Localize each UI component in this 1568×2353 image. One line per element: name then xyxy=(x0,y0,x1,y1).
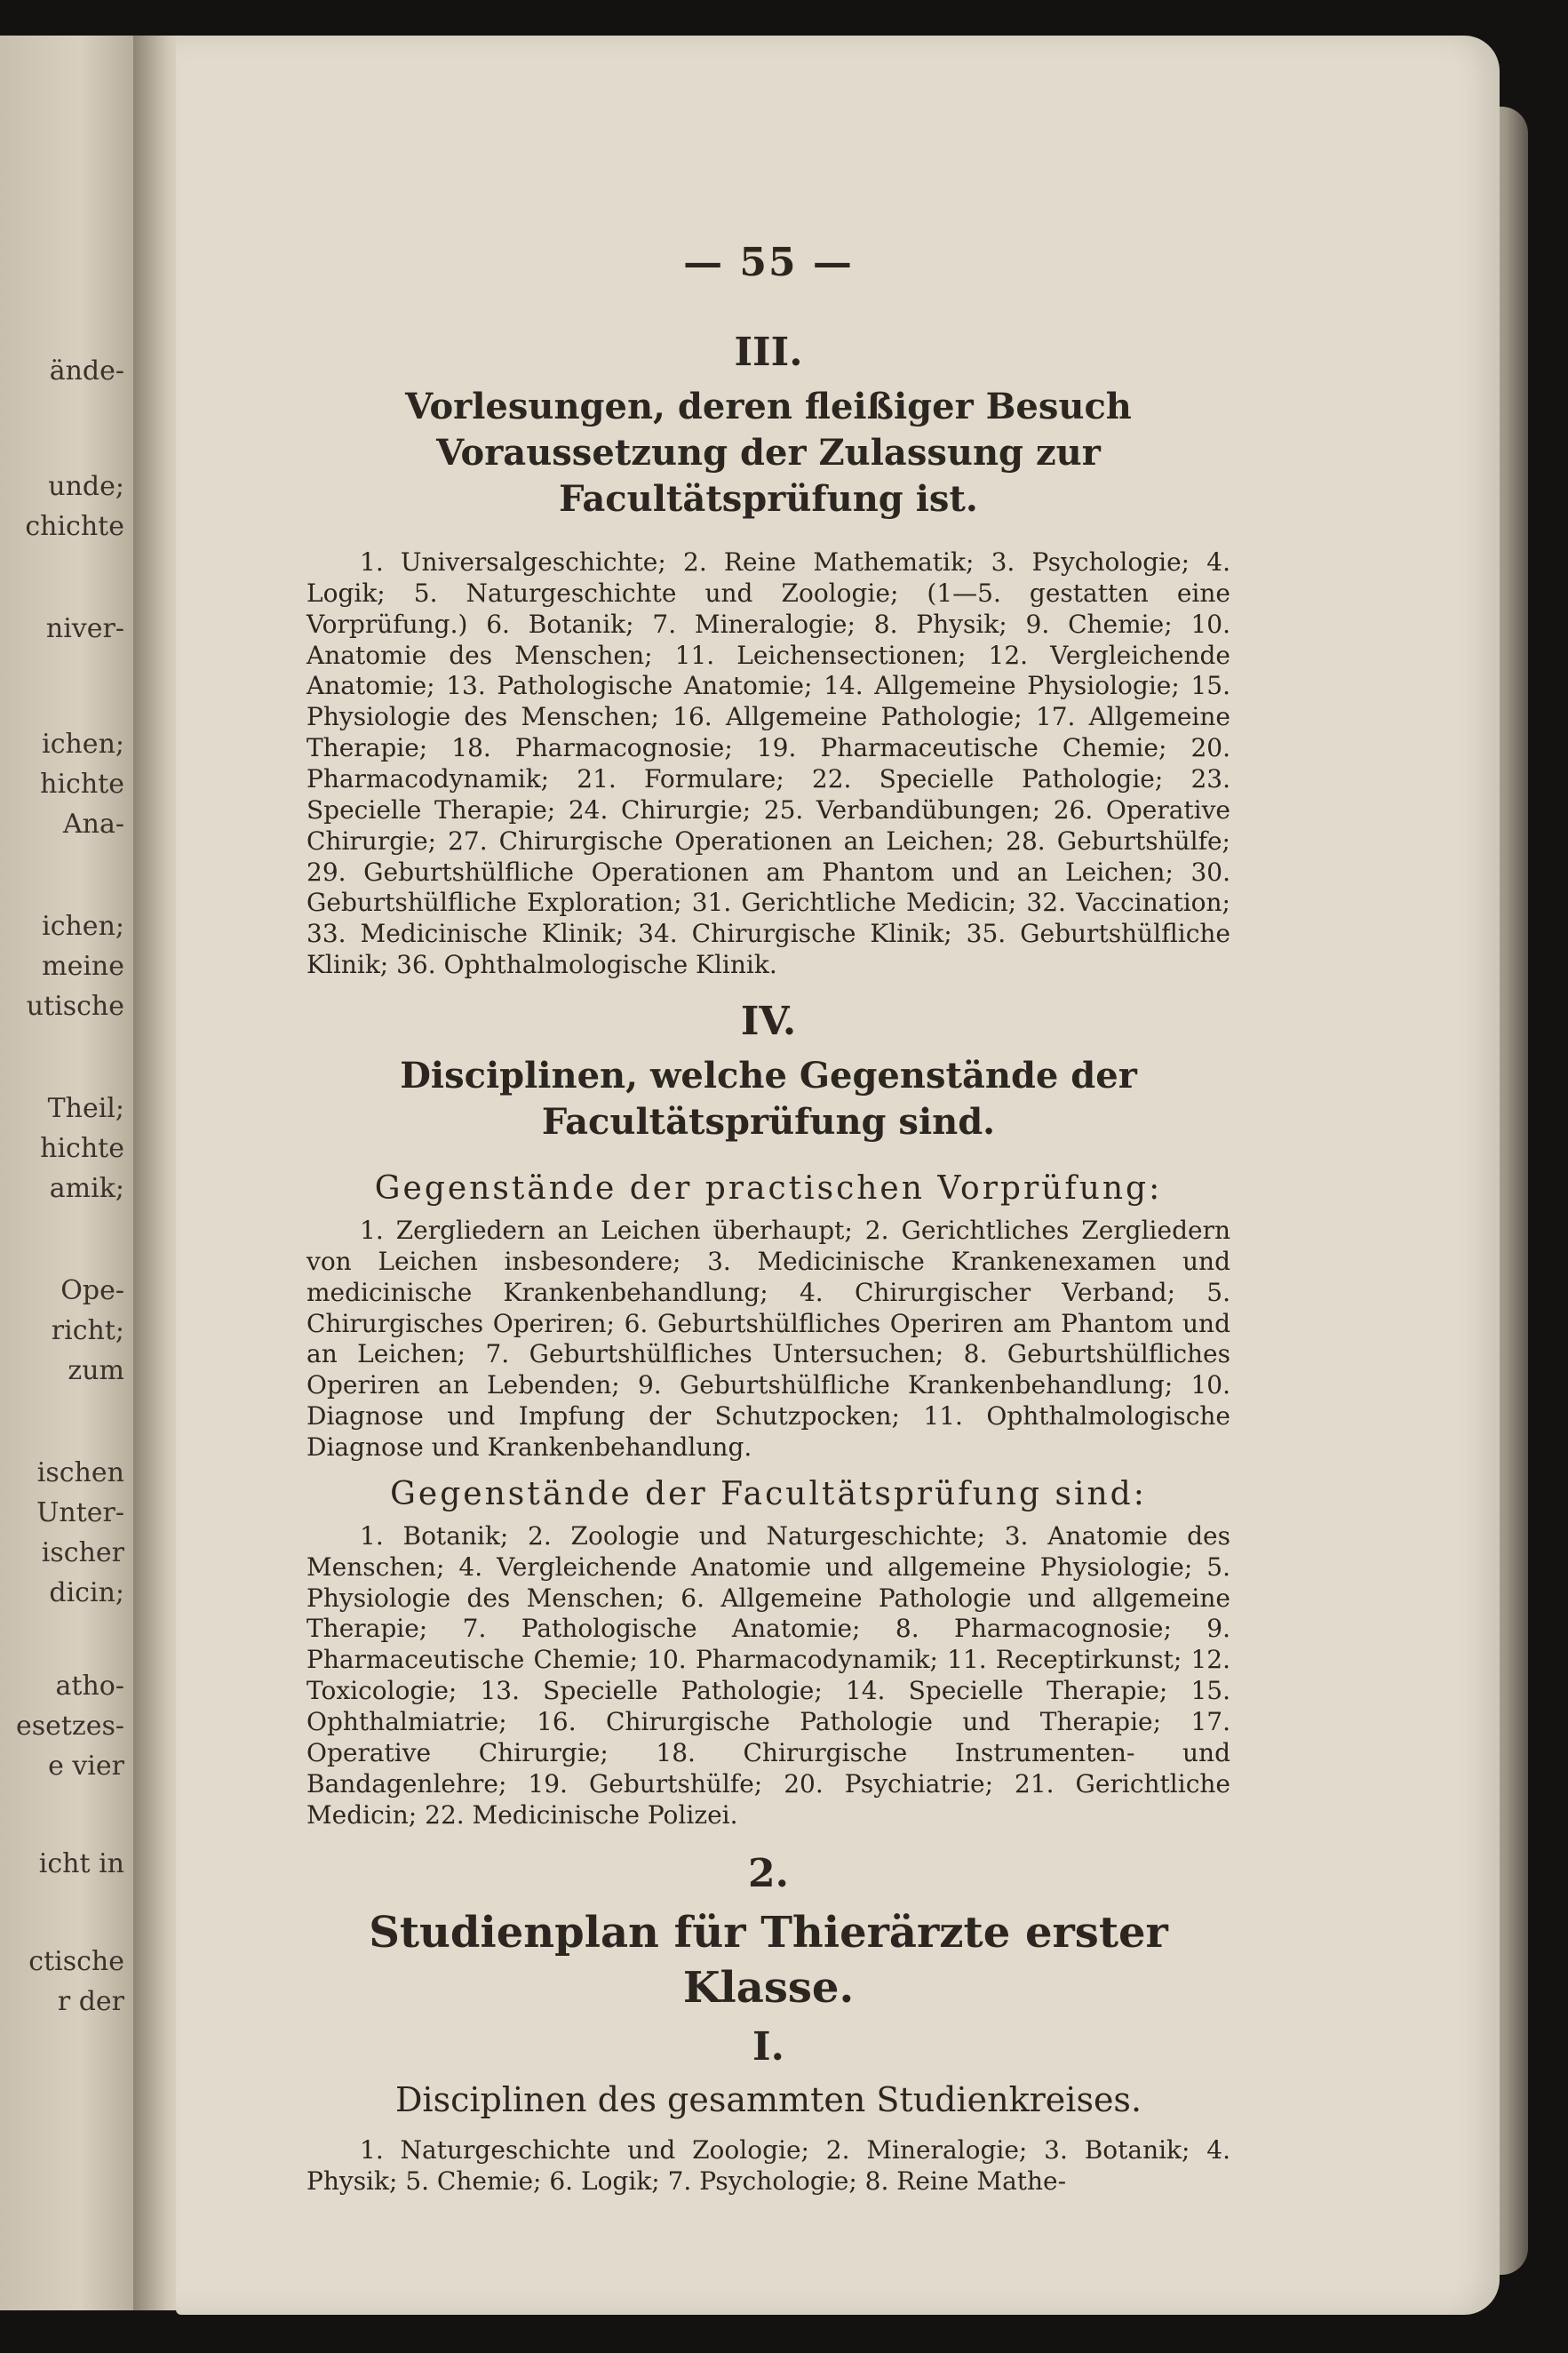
left-fragment: Unter- xyxy=(36,1497,124,1528)
left-fragment: ände- xyxy=(49,355,124,387)
left-fragment: niver- xyxy=(45,613,124,644)
left-fragment: Theil; xyxy=(47,1093,124,1124)
left-fragment: unde; xyxy=(48,471,124,502)
left-fragment: e vier xyxy=(48,1751,124,1782)
left-fragment: dicin; xyxy=(49,1577,124,1608)
section-heading: Disciplinen des gesammten Studienkreises. xyxy=(394,2080,1142,2120)
left-fragment: esetzes- xyxy=(15,1711,124,1742)
page-number: — 55 — xyxy=(683,240,854,285)
left-fragment: zum xyxy=(68,1355,124,1386)
section-number: III. xyxy=(734,330,803,375)
book-gutter xyxy=(133,36,182,2310)
left-page-margin xyxy=(0,36,133,2310)
left-fragment: ischen xyxy=(36,1457,124,1488)
left-fragment: atho- xyxy=(55,1671,124,1702)
left-fragment: Ope- xyxy=(60,1275,124,1306)
left-fragment: amik; xyxy=(49,1173,124,1204)
section-heading: Disciplinen, welche Gegenstände der Facultätsprüfung sind. xyxy=(400,1055,1137,1144)
subheading: Gegenstände der practischen Vorprüfung: xyxy=(374,1170,1163,1208)
left-fragment: hichte xyxy=(40,769,124,800)
page-text-block xyxy=(306,240,1230,2205)
left-fragment: ichen; xyxy=(42,911,124,942)
section-number: 2. xyxy=(748,1850,789,1896)
left-fragment: r der xyxy=(57,1986,124,2017)
subheading: Gegenstände der Facultätsprüfung sind: xyxy=(390,1475,1147,1512)
left-fragment: utische xyxy=(26,991,124,1022)
section-number: I. xyxy=(752,2024,784,2070)
left-fragment: Ana- xyxy=(62,809,124,840)
paragraph: 1. Botanik; 2. Zoologie und Naturgeschichte; 3. Anatomie des Menschen; 4. Vergleichende Anatomie und allgemeine Physiologie; 5. Physiologie des Menschen; 6. Allgemeine Pathologie und allgemeine Therapie; 7. Pathologische Anatomie; 8. Pharmacognosie; 9. Pharmaceutische Chemie; 10. Pharmacodynamik; 11. Receptirkunst; 12. Toxicologie; 13. Specielle Pathologie; 14. Specielle Therapie; 15. Ophthalmiatrie; 16. Chirurgische Pathologie und Therapie; 17. Operative Chirurgie; 18. Chirurgische Instrumenten- und Bandagenlehre; 19. Geburtshülfe; 20. Psychiatrie; 21. Gerichtliche Medicin; 22. Medicinische Polizei. xyxy=(306,1520,1230,1830)
left-fragment: ctische xyxy=(28,1946,124,1977)
left-fragment: richt; xyxy=(51,1315,124,1346)
section-number: IV. xyxy=(740,999,797,1045)
left-fragment: meine xyxy=(42,951,124,982)
paragraph: 1. Naturgeschichte und Zoologie; 2. Mineralogie; 3. Botanik; 4. Physik; 5. Chemie; 6. Logik; 7. Psychologie; 8. Reine Mathe- xyxy=(306,2134,1230,2196)
left-fragment: hichte xyxy=(40,1133,124,1164)
paragraph: 1. Universalgeschichte; 2. Reine Mathematik; 3. Psychologie; 4. Logik; 5. Naturgeschichte und Zoologie; (1—5. gestatten eine Vorprüfung.) 6. Botanik; 7. Mineralogie; 8. Physik; 9. Chemie; 10. Anatomie des Menschen; 11. Leichensectionen; 12. Vergleichende Anatomie; 13. Pathologische Anatomie; 14. Allgemeine Physiologie; 15. Physiologie des Menschen; 16. Allgemeine Pathologie; 17. Allgemeine Therapie; 18. Pharmacognosie; 19. Pharmaceutische Chemie; 20. Pharmacodynamik; 21. Formulare; 22. Specielle Pathologie; 23. Specielle Therapie; 24. Chirurgie; 25. Verbandübungen; 26. Operative Chirurgie; 27. Chirurgische Operationen an Leichen; 28. Geburtshülfe; 29. Geburtshülfliche Operationen am Phantom und an Leichen; 30. Geburtshülfliche Exploration; 31. Gerichtliche Medicin; 32. Vaccination; 33. Medicinische Klinik; 34. Chirurgische Klinik; 35. Geburtshülfliche Klinik; 36. Ophthalmologische Klinik. xyxy=(306,547,1230,980)
left-fragment: chichte xyxy=(25,511,124,542)
section-heading: Vorlesungen, deren fleißiger Besuch Voraussetzung der Zulassung zur Facultätsprüfung ist. xyxy=(405,386,1132,520)
left-fragment: ischer xyxy=(41,1537,124,1568)
paragraph: 1. Zergliedern an Leichen überhaupt; 2. Gerichtliches Zergliedern von Leichen insbesondere; 3. Medicinische Krankenexamen und medicinische Krankenbehandlung; 4. Chirurgischer Verband; 5. Chirurgisches Operiren; 6. Geburtshülfliches Operiren am Phantom und an Leichen; 7. Geburtshülfliches Untersuchen; 8. Geburtshülfliches Operiren an Lebenden; 9. Geburtshülfliche Krankenbehandlung; 10. Diagnose und Impfung der Schutzpocken; 11. Ophthalmologische Diagnose und Krankenbehandlung. xyxy=(306,1216,1230,1463)
left-fragment: ichen; xyxy=(42,729,124,760)
left-fragment: icht in xyxy=(38,1848,124,1879)
section-heading: Studienplan für Thierärzte erster Klasse. xyxy=(369,1907,1168,2013)
